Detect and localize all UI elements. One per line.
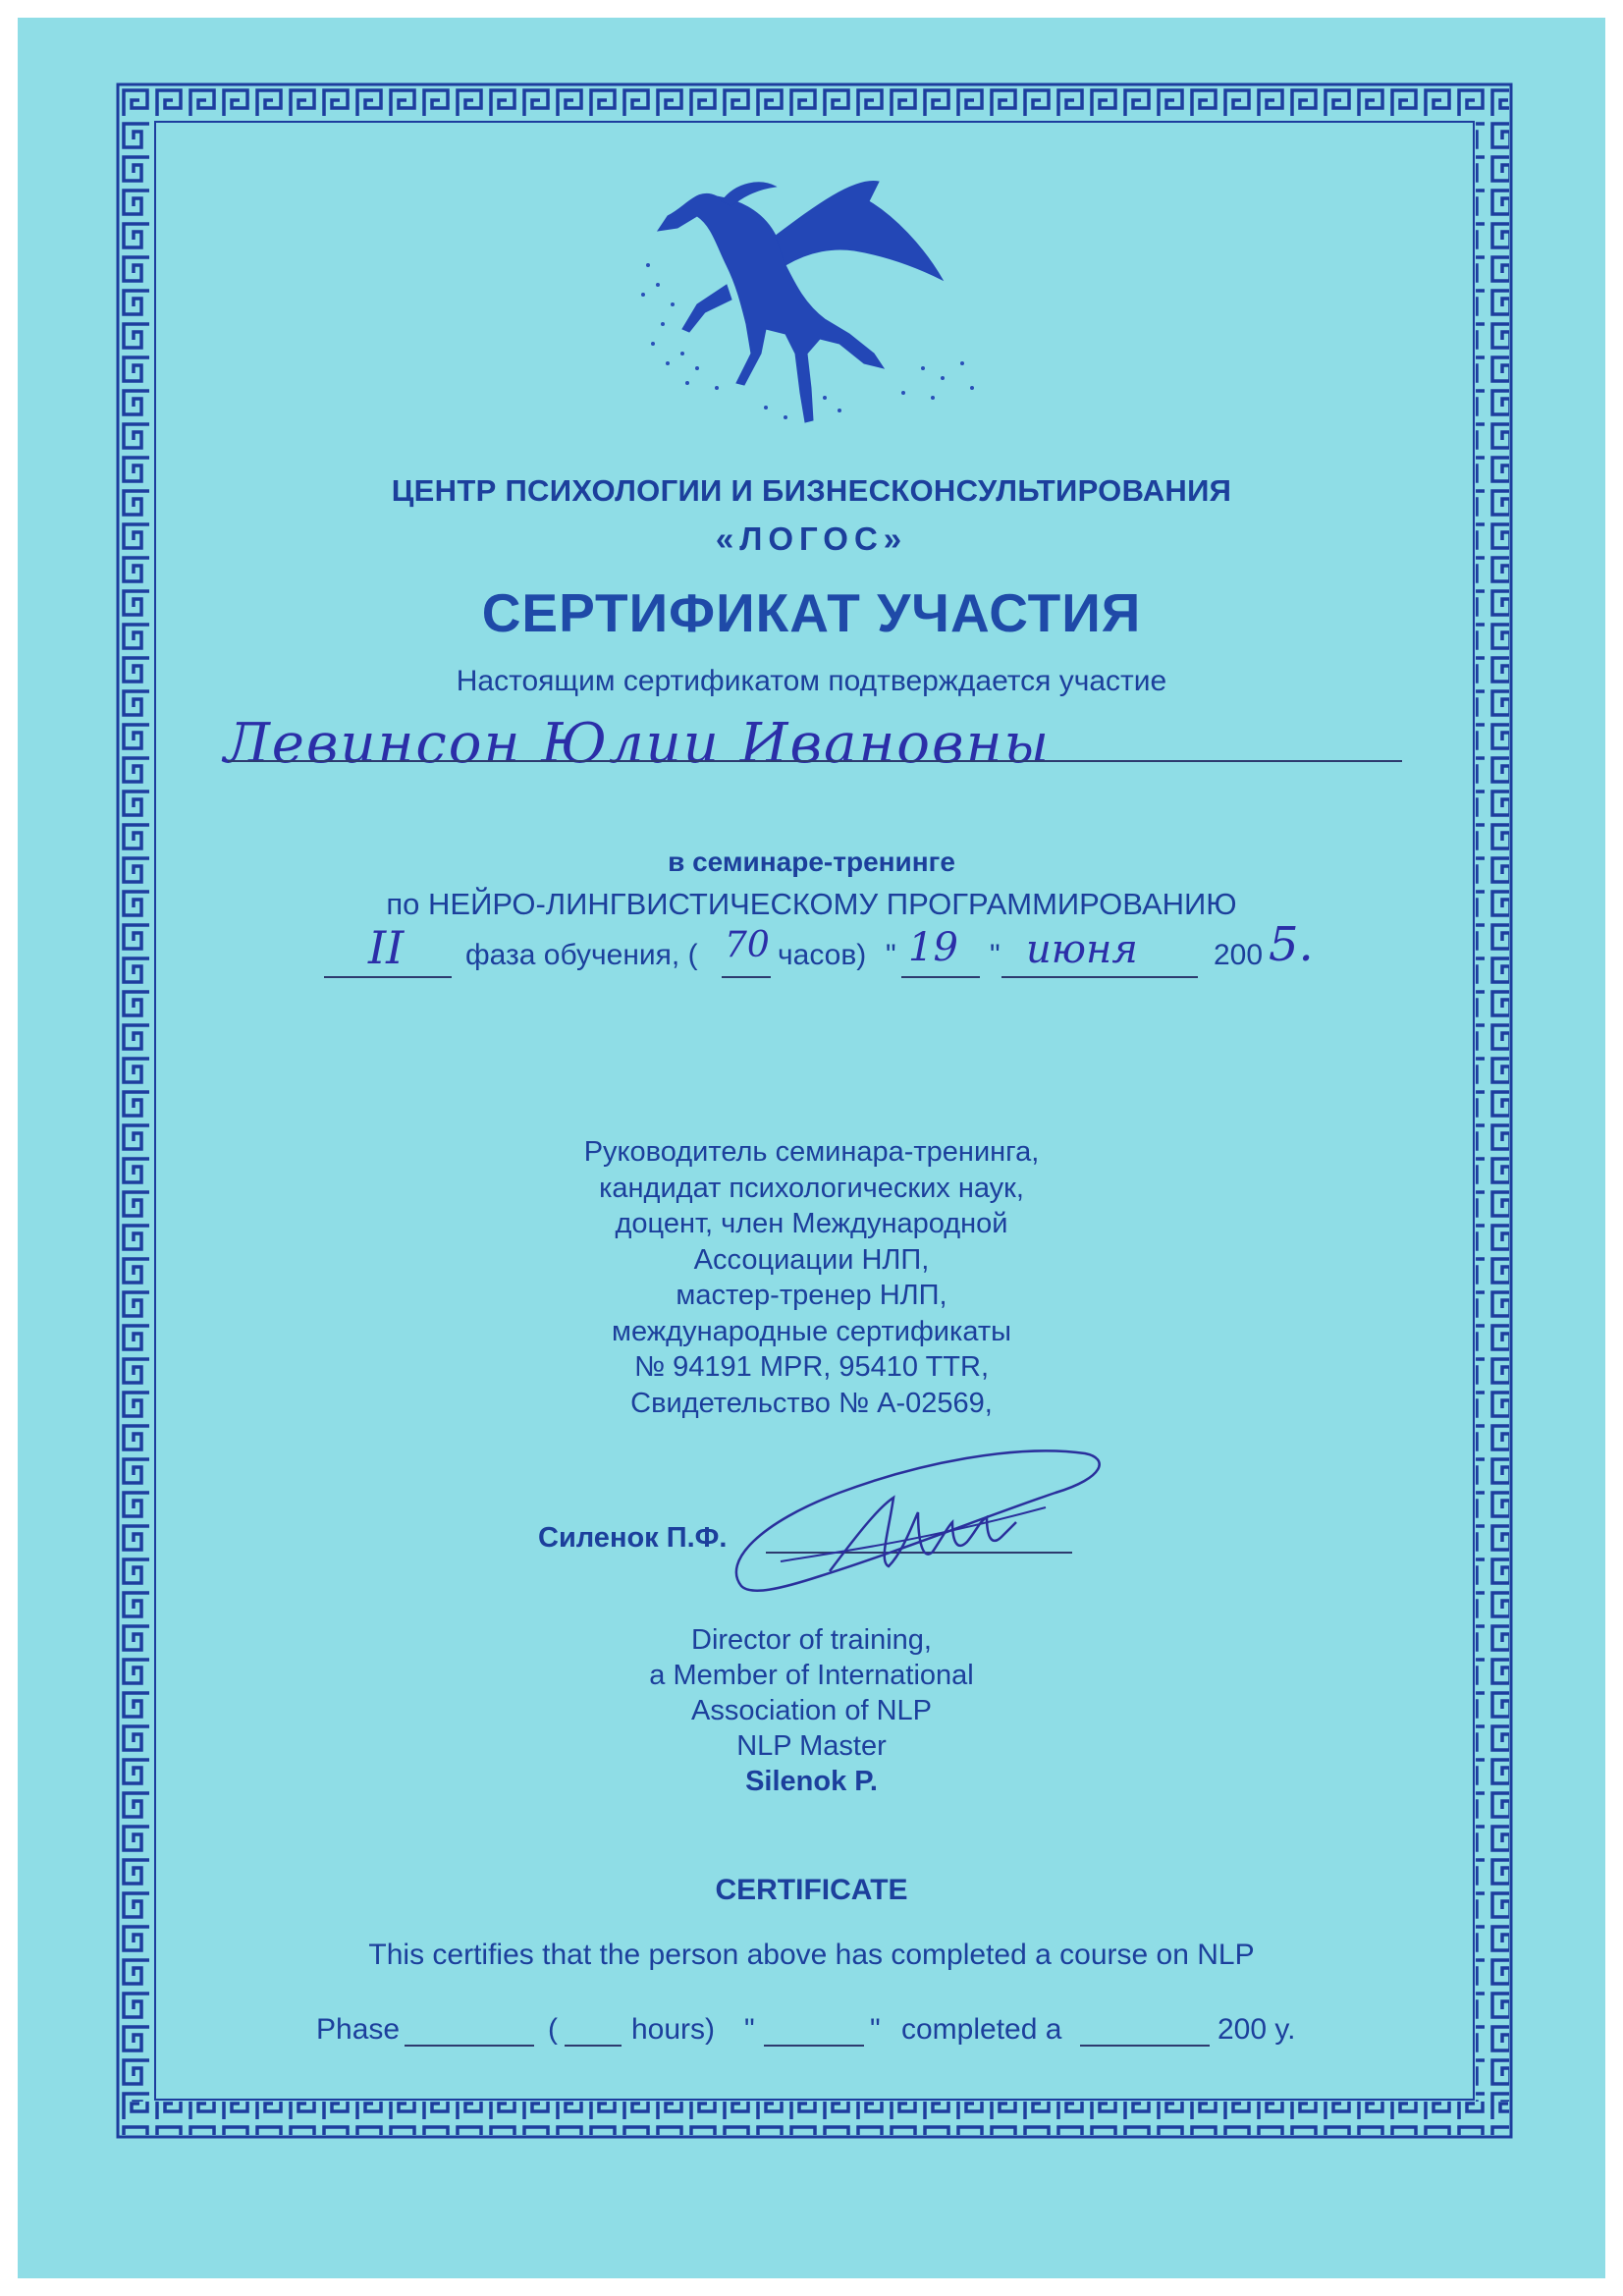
hours-value: 70 xyxy=(725,925,770,965)
director-line: Director of training, xyxy=(691,1624,932,1656)
year-suffix: 5. xyxy=(1269,917,1314,972)
director-name: Silenok P. xyxy=(745,1766,878,1797)
supervisor-line: № 94191 MPR, 95410 TTR, xyxy=(633,1351,990,1383)
day-quote-close: " xyxy=(990,939,1001,971)
day-value: 19 xyxy=(908,925,958,970)
completed-word: completed a xyxy=(901,2013,1062,2046)
supervisor-line: доцент, член Международной xyxy=(615,1208,1008,1239)
en-quote-close: " xyxy=(870,2013,881,2046)
month-underline xyxy=(1001,976,1198,978)
day-quote-open: " xyxy=(886,939,896,971)
supervisor-line: Свидетельство № A-02569, xyxy=(630,1387,993,1419)
year-word: 200 y. xyxy=(1217,2013,1296,2046)
director-line: Association of NLP xyxy=(690,1695,932,1726)
en-quote-open: " xyxy=(744,2013,755,2046)
participant-name: Левинсон Юлии Ивановны xyxy=(224,712,1052,776)
supervisor-name: Силенок П.Ф. xyxy=(538,1522,728,1554)
supervisor-line: мастер-тренер НЛП, xyxy=(676,1280,947,1311)
hours-word: hours) xyxy=(631,2013,716,2046)
en-day-underline xyxy=(764,2045,864,2047)
phase-word: Phase xyxy=(316,2013,401,2046)
director-line: a Member of International xyxy=(649,1660,974,1691)
seminar-label: в семинаре-тренинге xyxy=(668,847,955,877)
en-hours-underline xyxy=(565,2045,622,2047)
supervisor-line: Руководитель семинара-тренинга, xyxy=(583,1136,1040,1168)
hours-underline xyxy=(722,976,771,978)
certificate-intro: Настоящим сертификатом подтверждается участие xyxy=(456,665,1167,697)
organization-name: «ЛОГОС» xyxy=(715,520,908,557)
seminar-topic: по НЕЙРО-ЛИНГВИСТИЧЕСКОМУ ПРОГРАММИРОВАНИЮ xyxy=(386,887,1237,921)
name-underline xyxy=(228,760,1402,762)
hours-label: часов) xyxy=(778,939,867,971)
supervisor-line: кандидат психологических наук, xyxy=(599,1172,1024,1204)
en-date-underline xyxy=(1080,2045,1210,2047)
supervisor-credentials xyxy=(0,1134,1623,1421)
director-line: NLP Master xyxy=(736,1730,887,1762)
phase-row xyxy=(0,917,1623,998)
phase-label: фаза обучения, ( xyxy=(465,939,698,971)
english-phase-row xyxy=(0,2013,1623,2062)
day-underline xyxy=(901,976,980,978)
supervisor-line: международные сертификаты xyxy=(612,1315,1011,1347)
month-value: июня xyxy=(1026,927,1138,972)
phase-underline xyxy=(324,976,452,978)
year-prefix: 200 xyxy=(1214,939,1264,971)
director-credentials xyxy=(0,1622,1623,1799)
signature-mark xyxy=(722,1414,1114,1611)
english-certificate-heading: CERTIFICATE xyxy=(715,1874,908,1906)
english-certificate-statement: This certifies that the person above has completed a course on NLP xyxy=(368,1939,1255,1971)
paren-open: ( xyxy=(548,2013,558,2046)
organization-line: ЦЕНТР ПСИХОЛОГИИ И БИЗНЕСКОНСУЛЬТИРОВАНИЯ xyxy=(391,473,1232,508)
certificate-title: СЕРТИФИКАТ УЧАСТИЯ xyxy=(481,582,1142,643)
pegasus-icon xyxy=(628,157,992,432)
en-phase-underline xyxy=(405,2045,534,2047)
phase-value: II xyxy=(368,921,405,974)
supervisor-line: Ассоциации НЛП, xyxy=(693,1243,930,1276)
